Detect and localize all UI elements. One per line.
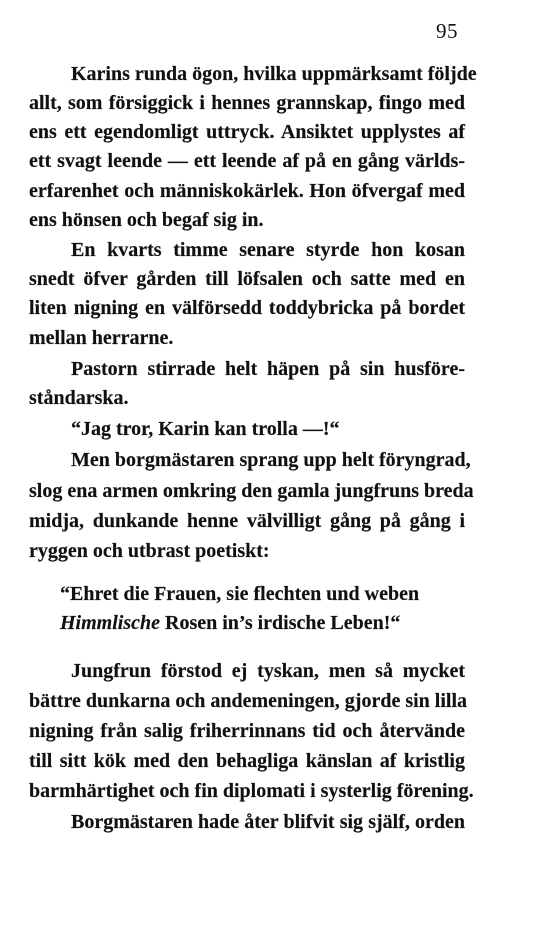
text-line: nigning från salig friherrinnans tid och återvände (29, 720, 465, 742)
text-line: bättre dunkarna och andemeningen, gjorde sin lilla (29, 690, 468, 712)
text-line: ryggen och utbrast poetiskt: (29, 540, 270, 562)
verse-line (60, 609, 440, 637)
text-line: erfarenhet och människokärlek. Hon öfvergaf med (29, 180, 465, 202)
text-line: barmhärtighet och fin diplomati i systerlig förening. (29, 780, 474, 802)
text-line: Jungfrun förstod ej tyskan, men så mycket (71, 660, 465, 682)
text-line: allt, som försiggick i hennes grannskap, fingo med (29, 92, 465, 114)
text-line: ens ett egendomligt uttryck. Ansiktet upplystes af (29, 121, 465, 143)
text-line: Men borgmästaren sprang upp helt föryngrad, (71, 449, 471, 471)
text-line: ståndarska. (29, 387, 129, 409)
text-line: midja, dunkande henne välvilligt gång på gång i (29, 510, 465, 532)
verse-line: “Ehret die Frauen, sie flechten und weben (60, 583, 420, 605)
text-line: “Jag tror, Karin kan trolla —!“ (71, 418, 340, 440)
text-line: ens hönsen och begaf sig in. (29, 209, 264, 231)
page-number: 95 (436, 19, 458, 43)
text-line: Karins runda ögon, hvilka uppmärksamt följde (71, 63, 477, 85)
text-line: ett svagt leende — ett leende af på en gång världs- (29, 150, 465, 172)
text-line: En kvarts timme senare styrde hon kosan (71, 239, 465, 261)
text-line: liten nigning en välförsedd toddybricka på bordet (29, 297, 465, 319)
text-line: till sitt kök med den behagliga känslan af kristlig (29, 750, 465, 772)
text-line: mellan herrarne. (29, 327, 174, 349)
text-line: snedt öfver gården till löfsalen och satte med en (29, 268, 465, 290)
verse-italic-word: Himmlische (60, 612, 160, 634)
text-line: Borgmästaren hade åter blifvit sig själf, orden (71, 811, 465, 833)
text-line: slog ena armen omkring den gamla jungfruns breda (29, 480, 474, 502)
text-line: Pastorn stirrade helt häpen på sin husföre- (71, 358, 465, 380)
verse-text: Rosen in’s irdische Leben!“ (160, 612, 401, 634)
